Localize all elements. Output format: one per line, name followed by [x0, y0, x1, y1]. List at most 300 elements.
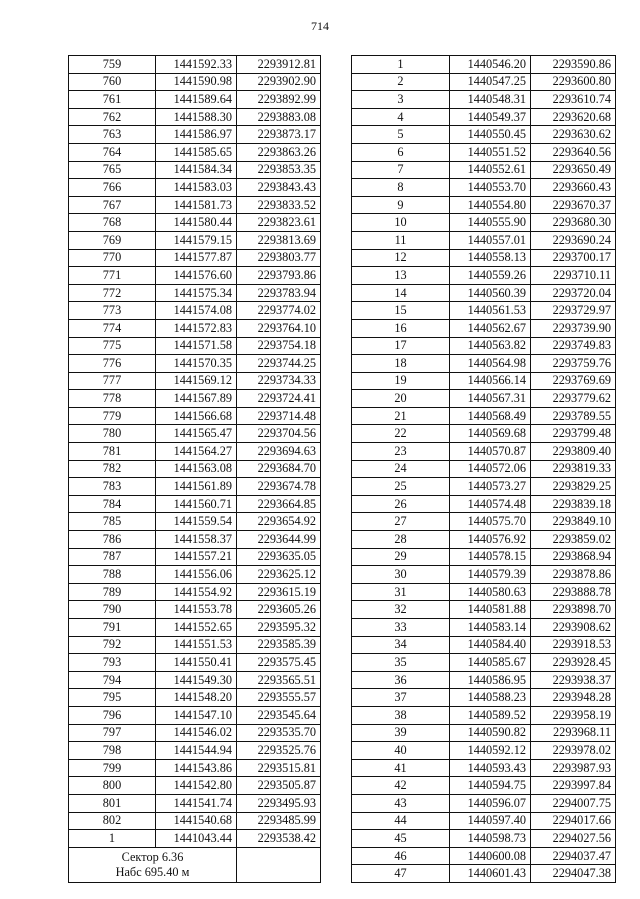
table-row	[352, 302, 616, 320]
x-coordinate-cell: 1441571.58	[156, 337, 237, 355]
table-row	[352, 284, 616, 302]
point-number-cell: 23	[352, 443, 450, 461]
table-row	[69, 742, 321, 760]
point-number-cell: 7	[352, 161, 450, 179]
point-number-cell: 14	[352, 284, 450, 302]
point-number-cell: 785	[69, 513, 156, 531]
table-row	[69, 548, 321, 566]
table-row	[69, 73, 321, 91]
point-number-cell: 787	[69, 548, 156, 566]
x-coordinate-cell: 1441589.64	[156, 91, 237, 109]
y-coordinate-cell: 2293997.84	[531, 777, 616, 795]
y-coordinate-cell: 2293819.33	[531, 460, 616, 478]
y-coordinate-cell: 2293759.76	[531, 355, 616, 373]
point-number-cell: 788	[69, 566, 156, 584]
point-number-cell: 762	[69, 108, 156, 126]
point-number-cell: 40	[352, 742, 450, 760]
x-coordinate-cell: 1441559.54	[156, 513, 237, 531]
table-row	[69, 654, 321, 672]
x-coordinate-cell: 1441567.89	[156, 390, 237, 408]
x-coordinate-cell: 1441549.30	[156, 671, 237, 689]
point-number-cell: 774	[69, 319, 156, 337]
table-row	[352, 425, 616, 443]
y-coordinate-cell: 2293833.52	[237, 196, 321, 214]
x-coordinate-cell: 1441590.98	[156, 73, 237, 91]
y-coordinate-cell: 2293898.70	[531, 601, 616, 619]
x-coordinate-cell: 1441592.33	[156, 56, 237, 74]
y-coordinate-cell: 2293575.45	[237, 654, 321, 672]
table-row	[69, 495, 321, 513]
x-coordinate-cell: 1440590.82	[450, 724, 531, 742]
table-row	[69, 249, 321, 267]
point-number-cell: 780	[69, 425, 156, 443]
y-coordinate-cell: 2293664.85	[237, 495, 321, 513]
point-number-cell: 28	[352, 531, 450, 549]
y-coordinate-cell: 2293853.35	[237, 161, 321, 179]
x-coordinate-cell: 1441544.94	[156, 742, 237, 760]
point-number-cell: 29	[352, 548, 450, 566]
y-coordinate-cell: 2293538.42	[237, 830, 321, 848]
y-coordinate-cell: 2293868.94	[531, 548, 616, 566]
coordinates-table-right-body	[352, 56, 616, 883]
x-coordinate-cell: 1441551.53	[156, 636, 237, 654]
table-row	[352, 742, 616, 760]
table-row	[69, 337, 321, 355]
point-number-cell: 796	[69, 706, 156, 724]
table-row	[352, 812, 616, 830]
x-coordinate-cell: 1440557.01	[450, 231, 531, 249]
table-row	[352, 689, 616, 707]
y-coordinate-cell: 2293774.02	[237, 302, 321, 320]
x-coordinate-cell: 1440555.90	[450, 214, 531, 232]
x-coordinate-cell: 1440549.37	[450, 108, 531, 126]
table-row	[69, 390, 321, 408]
y-coordinate-cell: 2293734.33	[237, 372, 321, 390]
y-coordinate-cell: 2293978.02	[531, 742, 616, 760]
point-number-cell: 783	[69, 478, 156, 496]
table-row	[352, 777, 616, 795]
table-row	[69, 460, 321, 478]
point-number-cell: 4	[352, 108, 450, 126]
x-coordinate-cell: 1441558.37	[156, 531, 237, 549]
table-row	[69, 91, 321, 109]
table-row	[352, 249, 616, 267]
table-row	[352, 355, 616, 373]
x-coordinate-cell: 1440554.80	[450, 196, 531, 214]
table-row	[69, 706, 321, 724]
x-coordinate-cell: 1441572.83	[156, 319, 237, 337]
point-number-cell: 35	[352, 654, 450, 672]
point-number-cell: 8	[352, 179, 450, 197]
y-coordinate-cell: 2293912.81	[237, 56, 321, 74]
y-coordinate-cell: 2293644.99	[237, 531, 321, 549]
table-row	[352, 636, 616, 654]
point-number-cell: 39	[352, 724, 450, 742]
x-coordinate-cell: 1440560.39	[450, 284, 531, 302]
y-coordinate-cell: 2293600.80	[531, 73, 616, 91]
x-coordinate-cell: 1441586.97	[156, 126, 237, 144]
x-coordinate-cell: 1440573.27	[450, 478, 531, 496]
table-row	[352, 654, 616, 672]
y-coordinate-cell: 2293535.70	[237, 724, 321, 742]
point-number-cell: 771	[69, 267, 156, 285]
table-row	[352, 56, 616, 74]
table-row	[69, 161, 321, 179]
x-coordinate-cell: 1440547.25	[450, 73, 531, 91]
table-row	[352, 196, 616, 214]
table-row	[69, 355, 321, 373]
y-coordinate-cell: 2293813.69	[237, 231, 321, 249]
x-coordinate-cell: 1440548.31	[450, 91, 531, 109]
x-coordinate-cell: 1440593.43	[450, 759, 531, 777]
point-number-cell: 36	[352, 671, 450, 689]
point-number-cell: 5	[352, 126, 450, 144]
y-coordinate-cell: 2293525.76	[237, 742, 321, 760]
table-row	[69, 566, 321, 584]
x-coordinate-cell: 1440570.87	[450, 443, 531, 461]
y-coordinate-cell: 2293928.45	[531, 654, 616, 672]
sector-area: Набс 695.40 м	[115, 864, 190, 879]
x-coordinate-cell: 1441583.03	[156, 179, 237, 197]
y-coordinate-cell: 2293938.37	[531, 671, 616, 689]
y-coordinate-cell: 2294017.66	[531, 812, 616, 830]
y-coordinate-cell: 2293720.04	[531, 284, 616, 302]
x-coordinate-cell: 1440581.88	[450, 601, 531, 619]
table-row	[352, 601, 616, 619]
point-number-cell: 800	[69, 777, 156, 795]
point-number-cell: 792	[69, 636, 156, 654]
point-number-cell: 797	[69, 724, 156, 742]
table-row	[352, 671, 616, 689]
y-coordinate-cell: 2293823.61	[237, 214, 321, 232]
x-coordinate-cell: 1440575.70	[450, 513, 531, 531]
point-number-cell: 789	[69, 583, 156, 601]
point-number-cell: 43	[352, 794, 450, 812]
table-row	[69, 372, 321, 390]
table-row	[69, 830, 321, 848]
x-coordinate-cell: 1441557.21	[156, 548, 237, 566]
table-row	[352, 161, 616, 179]
y-coordinate-cell: 2293515.81	[237, 759, 321, 777]
x-coordinate-cell: 1441580.44	[156, 214, 237, 232]
point-number-cell: 767	[69, 196, 156, 214]
y-coordinate-cell: 2293764.10	[237, 319, 321, 337]
table-row	[69, 196, 321, 214]
y-coordinate-cell: 2294007.75	[531, 794, 616, 812]
x-coordinate-cell: 1441581.73	[156, 196, 237, 214]
table-row	[352, 179, 616, 197]
y-coordinate-cell: 2293829.25	[531, 478, 616, 496]
y-coordinate-cell: 2293948.28	[531, 689, 616, 707]
y-coordinate-cell: 2293803.77	[237, 249, 321, 267]
x-coordinate-cell: 1440601.43	[450, 865, 531, 883]
point-number-cell: 763	[69, 126, 156, 144]
point-number-cell: 793	[69, 654, 156, 672]
y-coordinate-cell: 2293590.86	[531, 56, 616, 74]
x-coordinate-cell: 1440592.12	[450, 742, 531, 760]
y-coordinate-cell: 2293625.12	[237, 566, 321, 584]
y-coordinate-cell: 2293859.02	[531, 531, 616, 549]
y-coordinate-cell: 2293958.19	[531, 706, 616, 724]
x-coordinate-cell: 1440561.53	[450, 302, 531, 320]
table-row	[352, 847, 616, 865]
y-coordinate-cell: 2293660.43	[531, 179, 616, 197]
point-number-cell: 779	[69, 407, 156, 425]
point-number-cell: 30	[352, 566, 450, 584]
x-coordinate-cell: 1440553.70	[450, 179, 531, 197]
y-coordinate-cell: 2293654.92	[237, 513, 321, 531]
table-row	[69, 443, 321, 461]
x-coordinate-cell: 1440562.67	[450, 319, 531, 337]
x-coordinate-cell: 1440600.08	[450, 847, 531, 865]
y-coordinate-cell: 2293684.70	[237, 460, 321, 478]
y-coordinate-cell: 2293690.24	[531, 231, 616, 249]
table-row	[69, 56, 321, 74]
table-row	[352, 759, 616, 777]
table-row	[352, 214, 616, 232]
x-coordinate-cell: 1441577.87	[156, 249, 237, 267]
point-number-cell: 761	[69, 91, 156, 109]
y-coordinate-cell: 2293754.18	[237, 337, 321, 355]
page-number: 714	[311, 19, 329, 33]
x-coordinate-cell: 1440598.73	[450, 830, 531, 848]
table-row	[352, 548, 616, 566]
y-coordinate-cell: 2294027.56	[531, 830, 616, 848]
table-row	[69, 478, 321, 496]
point-number-cell: 777	[69, 372, 156, 390]
x-coordinate-cell: 1440584.40	[450, 636, 531, 654]
table-row	[69, 407, 321, 425]
point-number-cell: 770	[69, 249, 156, 267]
y-coordinate-cell: 2293918.53	[531, 636, 616, 654]
table-row	[352, 231, 616, 249]
point-number-cell: 31	[352, 583, 450, 601]
y-coordinate-cell: 2293863.26	[237, 143, 321, 161]
x-coordinate-cell: 1441541.74	[156, 794, 237, 812]
y-coordinate-cell: 2293635.05	[237, 548, 321, 566]
y-coordinate-cell: 2293888.78	[531, 583, 616, 601]
y-coordinate-cell: 2293674.78	[237, 478, 321, 496]
y-coordinate-cell: 2293640.56	[531, 143, 616, 161]
x-coordinate-cell: 1440552.61	[450, 161, 531, 179]
y-coordinate-cell: 2293789.55	[531, 407, 616, 425]
point-number-cell: 764	[69, 143, 156, 161]
point-number-cell: 22	[352, 425, 450, 443]
y-coordinate-cell: 2293714.48	[237, 407, 321, 425]
point-number-cell: 13	[352, 267, 450, 285]
y-coordinate-cell: 2293968.11	[531, 724, 616, 742]
point-number-cell: 6	[352, 143, 450, 161]
y-coordinate-cell: 2293809.40	[531, 443, 616, 461]
coordinates-table-left	[68, 55, 321, 883]
table-row	[352, 495, 616, 513]
point-number-cell: 25	[352, 478, 450, 496]
table-row	[69, 108, 321, 126]
table-row	[69, 619, 321, 637]
table-row	[69, 777, 321, 795]
table-row	[352, 794, 616, 812]
point-number-cell: 24	[352, 460, 450, 478]
point-number-cell: 17	[352, 337, 450, 355]
point-number-cell: 11	[352, 231, 450, 249]
y-coordinate-cell: 2293878.86	[531, 566, 616, 584]
y-coordinate-cell: 2293744.25	[237, 355, 321, 373]
point-number-cell: 799	[69, 759, 156, 777]
point-number-cell: 791	[69, 619, 156, 637]
point-number-cell: 9	[352, 196, 450, 214]
table-row	[69, 531, 321, 549]
x-coordinate-cell: 1441588.30	[156, 108, 237, 126]
table-row	[352, 91, 616, 109]
y-coordinate-cell: 2293545.64	[237, 706, 321, 724]
sector-empty-cell	[237, 847, 321, 882]
x-coordinate-cell: 1441579.15	[156, 231, 237, 249]
y-coordinate-cell: 2293799.48	[531, 425, 616, 443]
x-coordinate-cell: 1441043.44	[156, 830, 237, 848]
table-row	[352, 372, 616, 390]
x-coordinate-cell: 1440569.68	[450, 425, 531, 443]
point-number-cell: 2	[352, 73, 450, 91]
point-number-cell: 773	[69, 302, 156, 320]
table-row	[352, 460, 616, 478]
table-row	[69, 126, 321, 144]
x-coordinate-cell: 1440585.67	[450, 654, 531, 672]
x-coordinate-cell: 1441552.65	[156, 619, 237, 637]
x-coordinate-cell: 1441575.34	[156, 284, 237, 302]
point-number-cell: 798	[69, 742, 156, 760]
point-number-cell: 3	[352, 91, 450, 109]
x-coordinate-cell: 1441547.10	[156, 706, 237, 724]
table-row	[69, 689, 321, 707]
point-number-cell: 769	[69, 231, 156, 249]
y-coordinate-cell: 2293739.90	[531, 319, 616, 337]
y-coordinate-cell: 2293620.68	[531, 108, 616, 126]
y-coordinate-cell: 2293505.87	[237, 777, 321, 795]
coordinates-table-right	[351, 55, 616, 883]
point-number-cell: 10	[352, 214, 450, 232]
point-number-cell: 27	[352, 513, 450, 531]
table-row	[352, 830, 616, 848]
point-number-cell: 794	[69, 671, 156, 689]
x-coordinate-cell: 1441546.02	[156, 724, 237, 742]
point-number-cell: 32	[352, 601, 450, 619]
y-coordinate-cell: 2293902.90	[237, 73, 321, 91]
table-row	[352, 478, 616, 496]
point-number-cell: 18	[352, 355, 450, 373]
y-coordinate-cell: 2293495.93	[237, 794, 321, 812]
table-row	[352, 531, 616, 549]
point-number-cell: 45	[352, 830, 450, 848]
point-number-cell: 47	[352, 865, 450, 883]
x-coordinate-cell: 1440588.23	[450, 689, 531, 707]
table-row	[352, 706, 616, 724]
point-number-cell: 760	[69, 73, 156, 91]
point-number-cell: 19	[352, 372, 450, 390]
x-coordinate-cell: 1440578.15	[450, 548, 531, 566]
y-coordinate-cell: 2293987.93	[531, 759, 616, 777]
y-coordinate-cell: 2293883.08	[237, 108, 321, 126]
sector-row	[69, 847, 321, 882]
y-coordinate-cell: 2293694.63	[237, 443, 321, 461]
x-coordinate-cell: 1440558.13	[450, 249, 531, 267]
x-coordinate-cell: 1441574.08	[156, 302, 237, 320]
x-coordinate-cell: 1441565.47	[156, 425, 237, 443]
point-number-cell: 44	[352, 812, 450, 830]
x-coordinate-cell: 1441576.60	[156, 267, 237, 285]
table-row	[352, 73, 616, 91]
x-coordinate-cell: 1441561.89	[156, 478, 237, 496]
x-coordinate-cell: 1440594.75	[450, 777, 531, 795]
x-coordinate-cell: 1441556.06	[156, 566, 237, 584]
x-coordinate-cell: 1441584.34	[156, 161, 237, 179]
point-number-cell: 38	[352, 706, 450, 724]
table-row	[352, 108, 616, 126]
x-coordinate-cell: 1440563.82	[450, 337, 531, 355]
table-row	[352, 319, 616, 337]
point-number-cell: 802	[69, 812, 156, 830]
x-coordinate-cell: 1441542.80	[156, 777, 237, 795]
point-number-cell: 1	[352, 56, 450, 74]
x-coordinate-cell: 1440546.20	[450, 56, 531, 74]
y-coordinate-cell: 2293843.43	[237, 179, 321, 197]
y-coordinate-cell: 2293650.49	[531, 161, 616, 179]
table-row	[69, 601, 321, 619]
x-coordinate-cell: 1440568.49	[450, 407, 531, 425]
point-number-cell: 37	[352, 689, 450, 707]
y-coordinate-cell: 2293710.11	[531, 267, 616, 285]
x-coordinate-cell: 1441540.68	[156, 812, 237, 830]
table-row	[352, 390, 616, 408]
y-coordinate-cell: 2293595.32	[237, 619, 321, 637]
point-number-cell: 766	[69, 179, 156, 197]
table-row	[69, 513, 321, 531]
point-number-cell: 801	[69, 794, 156, 812]
y-coordinate-cell: 2293680.30	[531, 214, 616, 232]
y-coordinate-cell: 2293615.19	[237, 583, 321, 601]
table-row	[352, 143, 616, 161]
y-coordinate-cell: 2293729.97	[531, 302, 616, 320]
table-row	[69, 636, 321, 654]
table-row	[352, 126, 616, 144]
y-coordinate-cell: 2293670.37	[531, 196, 616, 214]
point-number-cell: 26	[352, 495, 450, 513]
y-coordinate-cell: 2293849.10	[531, 513, 616, 531]
x-coordinate-cell: 1440579.39	[450, 566, 531, 584]
table-row	[69, 214, 321, 232]
table-row	[69, 284, 321, 302]
point-number-cell: 34	[352, 636, 450, 654]
x-coordinate-cell: 1440580.63	[450, 583, 531, 601]
coordinates-table-left-body	[69, 56, 321, 848]
point-number-cell: 12	[352, 249, 450, 267]
x-coordinate-cell: 1440589.52	[450, 706, 531, 724]
y-coordinate-cell: 2293873.17	[237, 126, 321, 144]
x-coordinate-cell: 1441550.41	[156, 654, 237, 672]
table-row	[69, 179, 321, 197]
table-row	[69, 231, 321, 249]
point-number-cell: 775	[69, 337, 156, 355]
y-coordinate-cell: 2293724.41	[237, 390, 321, 408]
x-coordinate-cell: 1441543.86	[156, 759, 237, 777]
x-coordinate-cell: 1440566.14	[450, 372, 531, 390]
y-coordinate-cell: 2293555.57	[237, 689, 321, 707]
x-coordinate-cell: 1441569.12	[156, 372, 237, 390]
y-coordinate-cell: 2293630.62	[531, 126, 616, 144]
table-row	[69, 319, 321, 337]
y-coordinate-cell: 2293892.99	[237, 91, 321, 109]
point-number-cell: 41	[352, 759, 450, 777]
x-coordinate-cell: 1441548.20	[156, 689, 237, 707]
